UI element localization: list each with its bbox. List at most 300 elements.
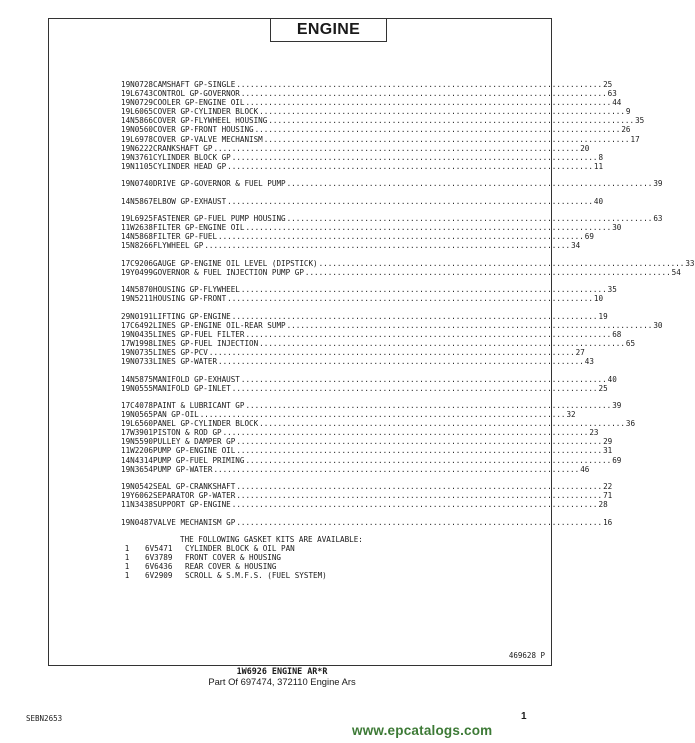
part-number: 4N5867 (125, 196, 154, 206)
part-description: HOUSING GP-FLYWHEEL (153, 285, 240, 295)
dot-leader: ................................................................................ (286, 179, 653, 189)
kit-quantity: 1 (124, 571, 130, 581)
part-page-ref: 54 (671, 267, 681, 277)
part-page-ref: 27 (575, 348, 585, 358)
dot-leader: ................................................................................ (231, 152, 598, 162)
part-row (121, 80, 613, 89)
part-number: 9N0560 (125, 125, 154, 135)
part-page-ref: 22 (603, 482, 613, 492)
part-page-ref: 33 (685, 258, 695, 268)
part-page-ref: 11 (593, 161, 604, 171)
part-row (121, 161, 604, 171)
part-quantity: 1 (121, 338, 126, 348)
part-description-cell (153, 465, 580, 474)
part-row (121, 98, 622, 108)
dot-leader: ................................................................................ (259, 338, 625, 348)
part-number: 9N0729 (125, 98, 154, 108)
dot-leader: ................................................................................ (236, 437, 603, 447)
part-row (121, 374, 617, 384)
part-row (121, 320, 663, 330)
part-description-cell (153, 285, 608, 294)
part-description: MANIFOLD GP-INLET (153, 383, 231, 393)
part-number: 7C4078 (125, 401, 154, 410)
group-spacer (121, 250, 447, 258)
part-quantity: 1 (121, 89, 126, 99)
kit-description: FRONT COVER & HOUSING (185, 553, 282, 563)
part-number: 9N0542 (125, 482, 154, 492)
part-number: 7W3901 (125, 428, 154, 438)
part-row (121, 294, 604, 304)
dot-leader: ................................................................................ (245, 223, 612, 233)
part-page-ref: 63 (607, 89, 617, 99)
part-row (121, 258, 695, 268)
part-number: 1W2206 (125, 446, 154, 456)
part-description-cell (153, 259, 685, 268)
part-description-cell (153, 312, 598, 321)
part-row (121, 437, 613, 447)
part-row (121, 134, 640, 144)
part-description: FILTER GP-FUEL (153, 232, 218, 242)
part-description: CRANKSHAFT GP (153, 143, 213, 153)
part-number: 1W2638 (125, 223, 154, 233)
part-row (121, 491, 613, 501)
part-description-cell (153, 162, 594, 171)
part-number: 9L6978 (125, 134, 154, 144)
part-quantity: 1 (121, 134, 126, 144)
part-row (121, 419, 636, 429)
part-description: COVER GP-VALVE MECHANISM (153, 134, 263, 144)
part-number: 9L6560 (125, 419, 154, 429)
dot-leader: ................................................................................ (213, 464, 580, 474)
part-number: 7C9206 (125, 258, 154, 268)
dot-leader: ................................................................................ (318, 258, 685, 268)
part-quantity: 1 (121, 116, 126, 126)
dot-leader: ................................................................................ (236, 517, 603, 527)
part-description: LINES GP-FUEL FILTER (153, 329, 245, 339)
part-number: 9Y6062 (125, 491, 154, 501)
gasket-kit-row (121, 571, 447, 580)
dot-leader: ................................................................................ (236, 482, 603, 492)
dot-leader: ................................................................................ (227, 161, 593, 171)
part-description: CAMSHAFT GP-SINGLE (153, 80, 236, 89)
part-description: FASTENER GP-FUEL PUMP HOUSING (153, 214, 286, 224)
part-description: GOVERNOR & FUEL INJECTION PUMP GP (153, 267, 304, 277)
part-quantity: 1 (121, 320, 126, 330)
dot-leader: ................................................................................ (254, 125, 621, 135)
part-description: SUPPORT GP-ENGINE (153, 500, 231, 510)
part-row (121, 116, 645, 126)
part-number: 9N0555 (125, 383, 154, 393)
part-quantity: 1 (121, 179, 126, 189)
kit-part-number: 6V5471 (145, 544, 173, 554)
part-page-ref: 40 (593, 196, 604, 206)
dot-leader: ................................................................................ (286, 214, 653, 224)
part-description: CYLINDER HEAD GP (153, 161, 227, 171)
part-description: COOLER GP-ENGINE OIL (153, 98, 245, 108)
part-quantity: 1 (121, 285, 126, 295)
part-number: 9N0728 (125, 80, 154, 89)
illustration-caption: 1W6926 ENGINE AR*R (236, 666, 328, 676)
group-spacer (121, 303, 447, 311)
part-row (121, 383, 608, 393)
part-quantity: 1 (121, 241, 126, 251)
part-description-cell (153, 491, 603, 500)
part-description: PAINT & LUBRICANT GP (153, 401, 245, 410)
part-description-cell (153, 482, 603, 491)
part-row (121, 338, 636, 348)
gasket-kit-row (121, 562, 447, 571)
part-row (121, 152, 604, 162)
illustration-subcaption: Part Of 697474, 372110 Engine Ars (208, 676, 356, 687)
part-description-cell (153, 268, 672, 277)
part-description-cell (153, 116, 635, 125)
part-quantity: 1 (121, 329, 126, 339)
dot-leader: ................................................................................ (199, 410, 566, 420)
part-page-ref: 23 (589, 428, 599, 438)
document-id: SEBN2653 (26, 714, 63, 723)
part-page-ref: 36 (625, 419, 636, 429)
part-row (121, 401, 622, 410)
part-quantity: 1 (121, 214, 126, 224)
part-quantity: 1 (121, 455, 126, 465)
part-quantity: 1 (121, 491, 126, 501)
page-number: 1 (521, 711, 527, 722)
kit-quantity: 1 (124, 553, 130, 563)
part-description: COVER GP-FLYWHEEL HOUSING (153, 116, 268, 126)
part-quantity: 1 (121, 80, 126, 89)
part-page-ref: 35 (607, 285, 617, 295)
part-page-ref: 30 (612, 223, 622, 233)
part-page-ref: 9 (625, 107, 631, 117)
part-number: 5N8266 (125, 241, 154, 251)
part-page-ref: 46 (580, 464, 590, 474)
dot-leader: ................................................................................ (236, 446, 603, 456)
part-number: 9N5211 (125, 294, 154, 304)
part-description-cell (153, 214, 653, 223)
part-quantity: 2 (121, 311, 126, 321)
part-row (121, 464, 590, 474)
part-row (121, 107, 631, 117)
dot-leader: ................................................................................ (286, 320, 653, 330)
group-spacer (121, 509, 447, 517)
part-quantity: 1 (121, 428, 126, 438)
part-page-ref: 69 (584, 232, 594, 242)
part-description-cell (153, 153, 598, 162)
kit-part-number: 6V3789 (145, 553, 173, 563)
part-description: PUMP GP-FUEL PRIMING (153, 455, 245, 465)
part-number: 9Y0499 (125, 267, 154, 277)
part-row (121, 357, 594, 367)
part-number: 9N3654 (125, 464, 154, 474)
part-quantity: 1 (121, 107, 126, 117)
part-row (121, 196, 604, 206)
part-page-ref: 29 (603, 437, 613, 447)
part-description: PUMP GP-ENGINE OIL (153, 446, 236, 456)
part-description: COVER GP-FRONT HOUSING (153, 125, 254, 135)
part-page-ref: 44 (612, 98, 622, 108)
part-description-cell (153, 419, 626, 428)
part-page-ref: 30 (653, 320, 663, 330)
part-quantity: 1 (121, 125, 126, 135)
part-row (121, 517, 613, 527)
watermark-link[interactable]: www.epcatalogs.com (352, 723, 493, 738)
part-number: 4N4314 (125, 455, 154, 465)
part-description: DRIVE GP-GOVERNOR & FUEL PUMP (153, 179, 286, 189)
part-number: 9N0735 (125, 348, 154, 358)
title-box (270, 19, 387, 42)
part-page-ref: 28 (598, 500, 608, 510)
part-description: CYLINDER BLOCK GP (153, 152, 231, 162)
part-description-cell (153, 518, 603, 527)
part-quantity: 1 (121, 223, 126, 233)
part-number: 4N5866 (125, 116, 154, 126)
part-description: PISTON & ROD GP (153, 428, 222, 438)
part-number: 1N3438 (125, 500, 154, 510)
dot-leader: ................................................................................ (204, 241, 571, 251)
part-row (121, 455, 622, 465)
reference-code: 469628 P (508, 651, 545, 660)
part-number: 9N0733 (125, 357, 154, 367)
part-description-cell (153, 241, 571, 250)
part-quantity: 1 (121, 401, 126, 410)
dot-leader: ................................................................................ (240, 89, 607, 99)
dot-leader: ................................................................................ (222, 428, 589, 438)
group-spacer (121, 277, 447, 285)
part-quantity: 1 (121, 482, 126, 492)
part-page-ref: 65 (625, 338, 636, 348)
dot-leader: ................................................................................ (304, 267, 671, 277)
dot-leader: ................................................................................ (236, 80, 603, 89)
part-description: HOUSING GP-FRONT (153, 294, 227, 304)
part-number: 9N0565 (125, 410, 154, 420)
part-description-cell (153, 500, 598, 509)
part-row (121, 179, 663, 189)
part-page-ref: 16 (603, 517, 613, 527)
part-page-ref: 43 (584, 357, 594, 367)
part-row (121, 285, 617, 295)
part-page-ref: 71 (603, 491, 613, 501)
part-quantity: 1 (121, 143, 126, 153)
part-description: LIFTING GP-ENGINE (153, 311, 231, 321)
part-number: 7C6492 (125, 320, 154, 330)
part-description-cell (153, 321, 653, 330)
dot-leader: ................................................................................ (245, 98, 612, 108)
part-number: 9N6222 (125, 143, 154, 153)
part-quantity: 1 (121, 152, 126, 162)
part-description-cell (153, 125, 621, 134)
kit-description: REAR COVER & HOUSING (185, 562, 277, 572)
part-quantity: 1 (121, 161, 126, 171)
part-description-cell (153, 197, 594, 206)
part-page-ref: 19 (598, 311, 608, 321)
part-description-cell (153, 294, 594, 303)
part-description-cell (153, 107, 626, 116)
part-number: 9L6065 (125, 107, 154, 117)
part-number: 9L6743 (125, 89, 154, 99)
part-row (121, 232, 594, 242)
group-spacer (121, 171, 447, 179)
part-row (121, 329, 622, 339)
part-description-cell (153, 428, 589, 437)
part-quantity: 1 (121, 446, 126, 456)
page-title: ENGINE (296, 21, 361, 38)
part-description-cell (153, 135, 630, 144)
dot-leader: ................................................................................ (231, 311, 598, 321)
part-row (121, 89, 617, 99)
kit-description: SCROLL & S.M.F.S. (FUEL SYSTEM) (185, 571, 327, 581)
part-page-ref: 8 (598, 152, 604, 162)
part-description-cell (153, 437, 603, 446)
part-description: LINES GP-WATER (153, 357, 218, 367)
dot-leader: ................................................................................ (231, 500, 598, 510)
part-number: 7W1998 (125, 338, 154, 348)
part-number: 9N0435 (125, 329, 154, 339)
part-number: 4N5868 (125, 232, 154, 242)
part-description: GAUGE GP-ENGINE OIL LEVEL (DIPSTICK) (153, 258, 318, 268)
group-spacer (121, 474, 447, 482)
part-quantity: 1 (121, 357, 126, 367)
part-description: SEAL GP-CRANKSHAFT (153, 482, 236, 492)
dot-leader: ................................................................................ (218, 357, 584, 367)
part-description-cell (153, 330, 612, 339)
part-description: PULLEY & DAMPER GP (153, 437, 236, 447)
gasket-kits-note: THE FOLLOWING GASKET KITS ARE AVAILABLE: (180, 535, 363, 545)
part-description-cell (153, 348, 576, 357)
part-row (121, 482, 613, 492)
part-number: 9L6925 (125, 214, 154, 224)
parts-list (121, 80, 695, 581)
part-quantity: 1 (121, 374, 126, 384)
part-quantity: 1 (121, 232, 126, 242)
part-page-ref: 69 (612, 455, 622, 465)
part-row (121, 311, 608, 321)
part-page-ref: 39 (612, 401, 622, 410)
part-description-cell (153, 179, 653, 188)
part-page-ref: 20 (580, 143, 590, 153)
part-quantity: 1 (121, 437, 126, 447)
part-row (121, 428, 599, 438)
part-description: COVER GP-CYLINDER BLOCK (153, 107, 259, 117)
part-number: 4N5870 (125, 285, 154, 295)
part-quantity: 1 (121, 348, 126, 358)
part-description-cell (153, 456, 612, 465)
part-row (121, 143, 590, 153)
dot-leader: ................................................................................ (259, 107, 625, 117)
kit-part-number: 6V6436 (145, 562, 173, 572)
dot-leader: ................................................................................ (245, 329, 612, 339)
part-description-cell (153, 339, 626, 348)
dot-leader: ................................................................................ (245, 401, 612, 410)
part-description-cell (153, 446, 603, 455)
dot-leader: ................................................................................ (240, 285, 607, 295)
part-quantity: 1 (121, 500, 126, 510)
part-page-ref: 25 (603, 80, 613, 89)
part-row (121, 241, 581, 251)
dot-leader: ................................................................................ (263, 134, 630, 144)
part-quantity: 1 (121, 294, 126, 304)
part-description-cell (153, 144, 580, 153)
part-quantity: 1 (121, 410, 126, 420)
dot-leader: ................................................................................ (231, 383, 598, 393)
part-description: LINES GP-FUEL INJECTION (153, 338, 259, 348)
part-description: LINES GP-PCV (153, 348, 208, 358)
part-row (121, 348, 585, 358)
catalog-page-frame (48, 18, 695, 666)
part-page-ref: 25 (598, 383, 608, 393)
part-page-ref: 32 (566, 410, 576, 420)
group-spacer (121, 188, 447, 196)
part-description: FILTER GP-ENGINE OIL (153, 223, 245, 233)
dot-leader: ................................................................................ (227, 196, 593, 206)
dot-leader: ................................................................................ (227, 294, 593, 304)
part-description-cell (153, 232, 585, 241)
group-spacer (121, 366, 447, 374)
part-page-ref: 39 (653, 179, 663, 189)
part-row (121, 267, 681, 277)
kit-quantity: 1 (124, 562, 130, 572)
part-number: 9N0487 (125, 517, 154, 527)
part-row (121, 410, 576, 420)
dot-leader: ................................................................................ (259, 419, 625, 429)
part-description: PAN GP-OIL (153, 410, 199, 420)
kit-description: CYLINDER BLOCK & OIL PAN (185, 544, 295, 554)
part-quantity: 1 (121, 98, 126, 108)
part-quantity: 1 (121, 383, 126, 393)
part-description: SEPARATOR GP-WATER (153, 491, 236, 501)
part-number: 4N5875 (125, 374, 154, 384)
part-quantity: 1 (121, 464, 126, 474)
part-row (121, 125, 631, 135)
part-row (121, 214, 663, 224)
part-page-ref: 26 (621, 125, 631, 135)
part-number: 9N3761 (125, 152, 154, 162)
dot-leader: ................................................................................ (208, 348, 575, 358)
part-page-ref: 10 (593, 294, 604, 304)
part-row (121, 446, 613, 456)
part-page-ref: 34 (571, 241, 581, 251)
part-description-cell (153, 401, 612, 410)
kit-quantity: 1 (124, 544, 130, 554)
group-spacer (121, 206, 447, 214)
dot-leader: ................................................................................ (213, 143, 580, 153)
part-description-cell (153, 98, 612, 107)
part-quantity: 1 (121, 267, 126, 277)
part-description: VALVE MECHANISM GP (153, 517, 236, 527)
dot-leader: ................................................................................ (268, 116, 635, 126)
part-page-ref: 68 (612, 329, 622, 339)
dot-leader: ................................................................................ (240, 374, 607, 384)
kit-part-number: 6V2909 (145, 571, 173, 581)
part-description-cell (153, 384, 598, 393)
dot-leader: ................................................................................ (218, 232, 584, 242)
part-description: PUMP GP-WATER (153, 464, 213, 474)
part-description: FLYWHEEL GP (153, 241, 204, 251)
part-page-ref: 35 (635, 116, 645, 126)
part-description-cell (153, 410, 566, 419)
part-number: 9N0740 (125, 179, 154, 189)
gasket-kit-row (121, 544, 447, 553)
part-quantity: 1 (121, 419, 126, 429)
dot-leader: ................................................................................ (236, 491, 603, 501)
part-quantity: 1 (121, 517, 126, 527)
part-page-ref: 40 (607, 374, 617, 384)
group-spacer (121, 393, 447, 401)
part-description-cell (153, 357, 585, 366)
part-description-cell (153, 89, 608, 98)
part-description: LINES GP-ENGINE OIL-REAR SUMP (153, 320, 286, 330)
part-description-cell (153, 375, 608, 384)
part-description-cell (153, 223, 612, 232)
